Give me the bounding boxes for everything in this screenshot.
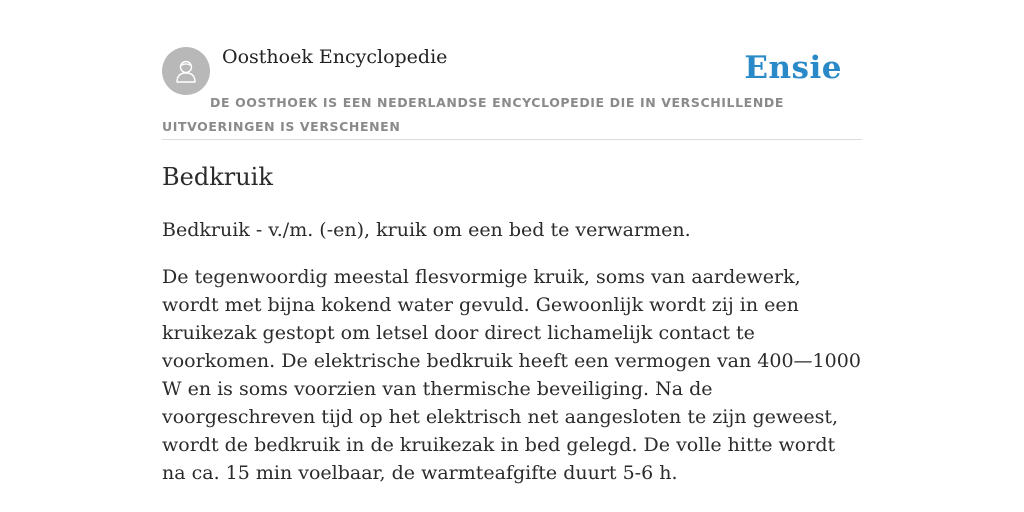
source-avatar[interactable] [162,47,210,95]
source-header [162,0,862,140]
user-icon [171,56,201,86]
source-title-link[interactable]: Oosthoek Encyclopedie [222,46,448,68]
article-definition: Bedkruik - v./m. (-en), kruik om een bed te verwarmen. [162,219,691,241]
page-container [162,0,862,484]
article-title: Bedkruik [162,163,273,191]
brand-logo-link[interactable]: Ensie [744,50,842,86]
source-description: DE OOSTHOEK IS EEN NEDERLANDSE ENCYCLOPEDIE DIE IN VERSCHILLENDE UITVOERINGEN IS VERSCHENEN [162,95,784,134]
article-body: De tegenwoordig meestal flesvormige kruik, soms van aardewerk, wordt met bijna kokend water gevuld. Gewoonlijk wordt zij in een kruikezak gestopt om letsel door direct lichamelijk contact te voorkomen. De elektrische bedkruik heeft een vermogen van 400—1000 W en is soms voorzien van thermische beveiliging. Na de voorgeschreven tijd op het elektrisch net aangesloten te zijn geweest, wordt de bedkruik in de kruikezak in bed gelegd. De volle hitte wordt na ca. 15 min voelbaar, de warmteafgifte duurt 5-6 h. [162,266,861,484]
